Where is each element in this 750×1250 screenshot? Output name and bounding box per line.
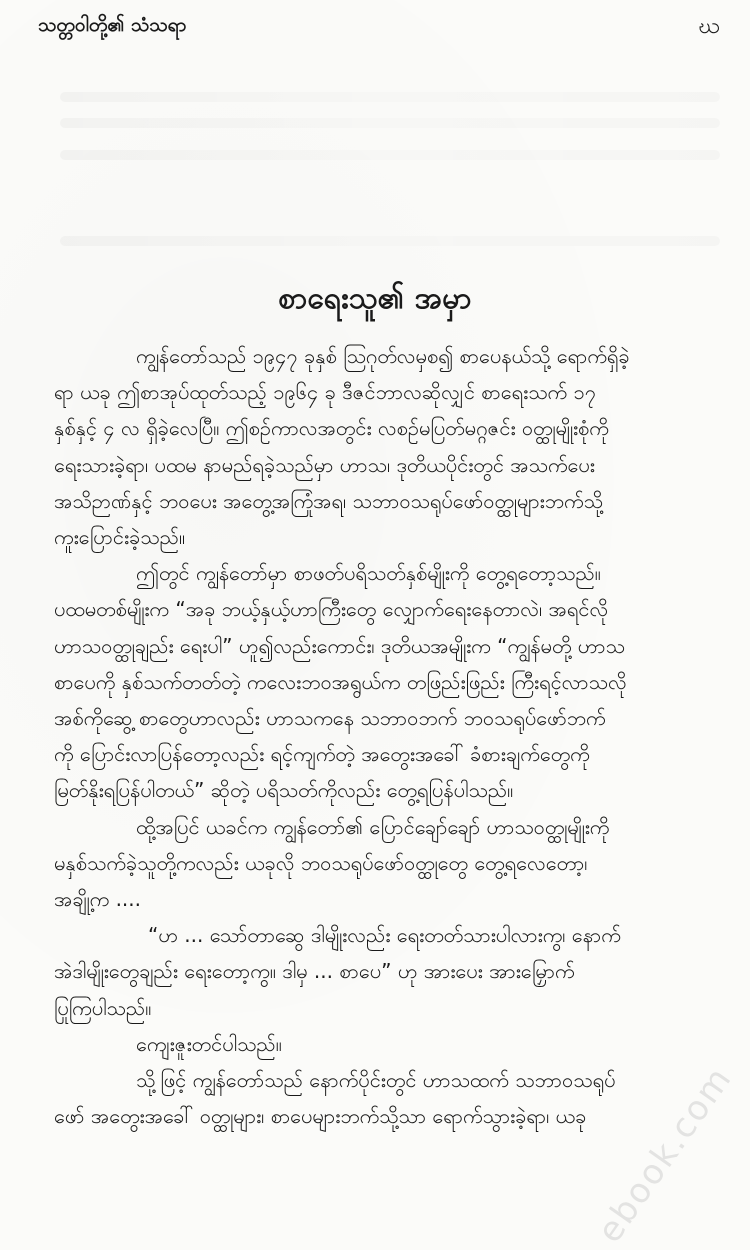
- text-line: ရေးသားခဲ့ရာ၊ ပထမ နာမည်ရခဲ့သည်မှာ ဟာသ၊ ဒုတိယပိုင်းတွင် အသက်ပေး: [54, 452, 595, 477]
- paragraph: [54, 555, 714, 808]
- text-line: ပြုကြပါသည်။: [54, 995, 152, 1020]
- text-line: အချို့က ....: [54, 887, 142, 912]
- running-header: [38, 12, 720, 42]
- text-line: အစ်ကိုဆွေ့ စာတွေဟာလည်း ဟာသကနေ သဘာဝဘက် ဘဝသရုပ်ဖော်ဘက်: [54, 706, 606, 731]
- text-line: ဤတွင် ကျွန်တော်မှာ စာဖတ်ပရိသတ်နှစ်မျိုးကို တွေ့ရတော့သည်။: [136, 561, 601, 586]
- paragraph: [54, 338, 714, 555]
- text-line: မြတ်နိုးရပြန်ပါတယ်” ဆိုတဲ့ ပရိသတ်ကိုလည်း တွေ့ရပြန်ပါသည်။: [54, 778, 514, 803]
- text-line: မနှစ်သက်ခဲ့သူတို့ကလည်း ယခုလို ဘဝသရုပ်ဖော်ဝတ္ထုတွေ တွေ့ရလေတော့၊: [54, 850, 588, 875]
- text-line: အဲဒါမျိုးတွေချည်း ရေးတော့ကွ။ ဒါမှ ... စာပေ” ဟု အားပေး အားမြှောက်: [54, 959, 575, 984]
- paragraph: [54, 917, 714, 1026]
- text-line: ကို ပြောင်းလာပြန်တော့လည်း ရင့်ကျက်တဲ့ အတွေးအခေါ် ခံစားချက်တွေကို: [54, 742, 590, 767]
- text-line: ဟာသဝတ္ထုချည်း ရေးပါ” ဟူ၍လည်းကောင်း၊ ဒုတိယအမျိုးက “ကျွန်မတို့ ဟာသ: [54, 633, 625, 658]
- page-number: ဃ: [698, 13, 720, 39]
- text-line: ကျေးဇူးတင်ပါသည်။: [136, 1031, 282, 1056]
- body-text: [54, 338, 714, 1134]
- paragraph: [54, 1062, 714, 1134]
- paragraph: [54, 1026, 714, 1062]
- text-line: အသိဉာဏ်နှင့် ဘဝပေး အတွေ့အကြုံအရ၊ သဘာဝသရုပ်ဖော်ဝတ္ထုများဘက်သို့: [54, 488, 603, 513]
- text-line: သို့ဖြင့် ကျွန်တော်သည် နောက်ပိုင်းတွင် ဟာသထက် သဘာဝသရုပ်: [136, 1068, 616, 1093]
- bleed-through-mark: [60, 118, 720, 128]
- text-line: ကူးပြောင်းခဲ့သည်။: [54, 525, 186, 550]
- bleed-through-mark: [60, 92, 720, 102]
- section-heading: စာရေးသူ၏ အမှာ: [278, 281, 472, 316]
- text-line: ကျွန်တော်သည် ၁၉၄၇ ခုနှစ် ဩဂုတ်လမှစ၍ စာပေနယ်သို့ ရောက်ရှိခဲ့: [136, 344, 630, 368]
- text-line: ထို့အပြင် ယခင်က ကျွန်တော်၏ ပြောင်ချော်ချော် ဟာသဝတ္ထုမျိုးကို: [136, 814, 610, 839]
- book-title: သတ္တဝါတို့၏ သံသရာ: [38, 14, 187, 36]
- text-line: ရာ ယခု ဤစာအုပ်ထုတ်သည့် ၁၉၆၄ ခု ဒီဇင်ဘာလဆိုလျှင် စာရေးသက် ၁၇: [54, 380, 596, 405]
- text-line: “ဟ ... သော်တာဆွေ ဒါမျိုးလည်း ရေးတတ်သားပါလားကွ၊ နောက်: [148, 923, 621, 948]
- text-line: ပထမတစ်မျိုးက “အခု ဘယ့်နှယ့်ဟာကြီးတွေ လျှောက်ရေးနေတာလဲ၊ အရင်လို: [54, 597, 609, 622]
- paragraph: [54, 809, 714, 918]
- bleed-through-mark: [60, 150, 720, 160]
- watermark: ebook.com: [589, 1059, 740, 1250]
- bleed-through-mark: [60, 236, 720, 246]
- text-line: နှစ်နှင့် ၄ လ ရှိခဲ့လေပြီ။ ဤစဉ်ကာလအတွင်း လစဉ်မပြတ်မဂ္ဂဇင်း ဝတ္ထုမျိုးစုံကို: [54, 416, 609, 441]
- text-line: ဖော် အတွေးအခေါ် ဝတ္ထုများ၊ စာပေများဘက်သို့သာ ရောက်သွားခဲ့ရာ၊ ယခု: [54, 1104, 587, 1129]
- text-line: စာပေကို နှစ်သက်တတ်တဲ့ ကလေးဘဝအရွယ်က တဖြည်းဖြည်း ကြီးရင့်လာသလို: [54, 669, 627, 694]
